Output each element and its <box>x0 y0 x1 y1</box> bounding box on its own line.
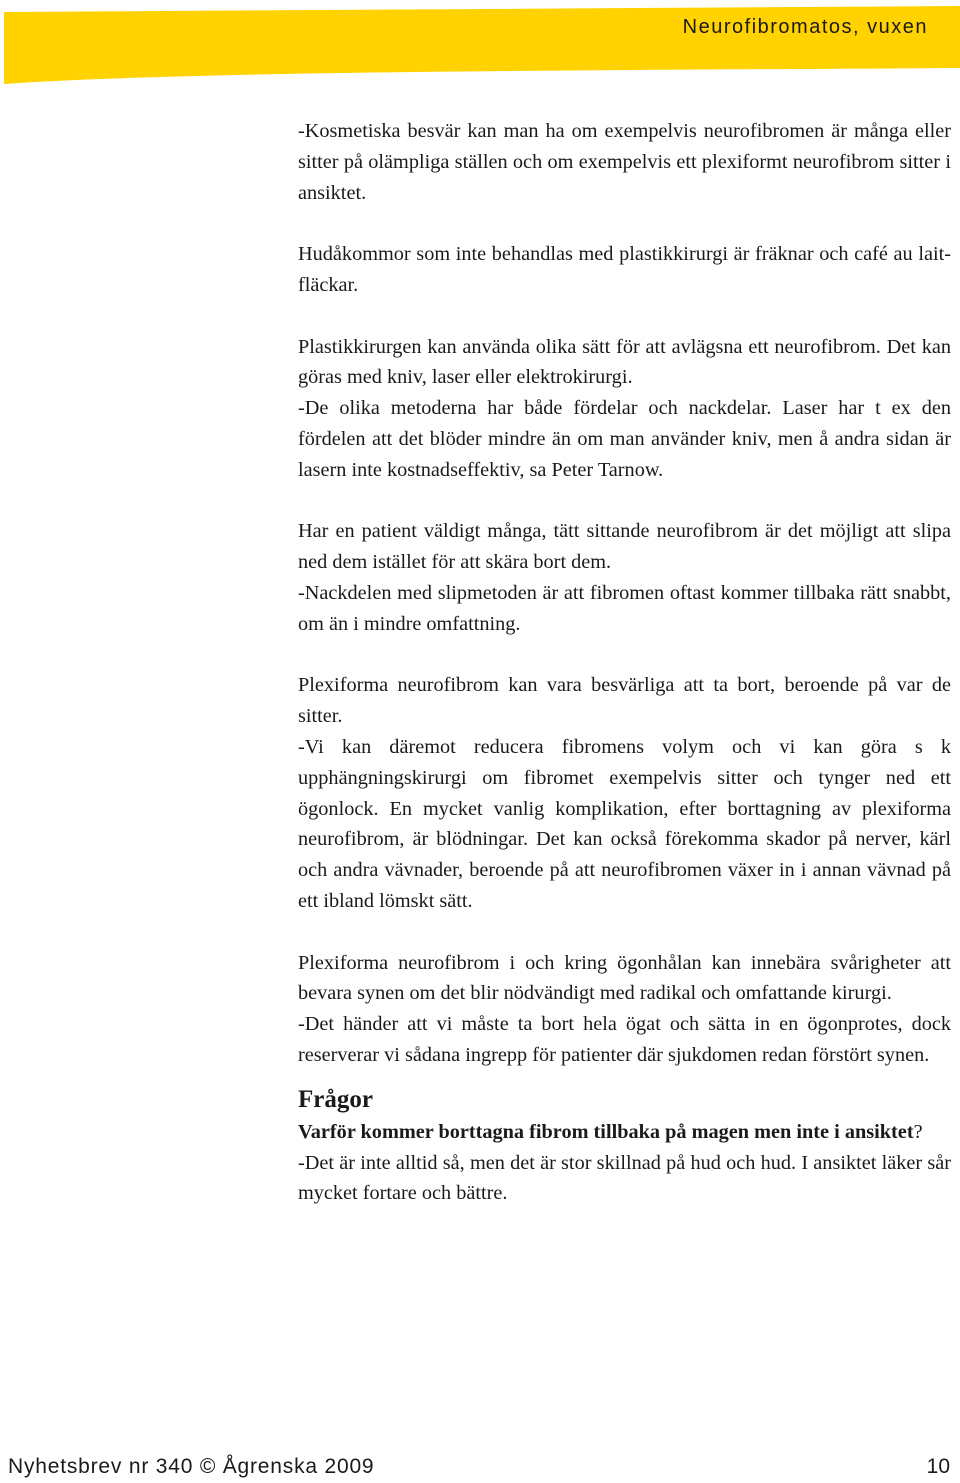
paragraph-grinding: Har en patient väldigt många, tätt sittande neurofibrom är det möjligt att slipa ned dem istället för att skära bort dem. <box>298 520 951 574</box>
paragraph-methods: Plastikkirurgen kan använda olika sätt för att avlägsna ett neurofibrom. Det kan göras med kniv, laser eller elektrokirurgi. <box>298 335 951 389</box>
answer-text: -Det är inte alltid så, men det är stor skillnad på hud och hud. I ansiktet läker sår mycket fortare och bättre. <box>298 1151 951 1205</box>
question-mark: ? <box>913 1120 923 1143</box>
paragraph-plexiform: Plexiforma neurofibrom kan vara besvärliga att ta bort, beroende på var de sitter. <box>298 674 951 728</box>
section-title-questions: Frågor <box>298 1085 373 1113</box>
question-item <box>298 1117 951 1148</box>
header-banner <box>0 0 960 90</box>
paragraph-grinding-drawback: -Nackdelen med slipmetoden är att fibromen oftast kommer tillbaka rätt snabbt, om än i mindre omfattning. <box>298 581 951 635</box>
running-title: Neurofibromatos, vuxen <box>682 16 928 38</box>
paragraph-orbit: Plexiforma neurofibrom i och kring ögonhålan kan innebära svårigheter att bevara synen om det blir nödvändigt med radikal och omfattande kirurgi. <box>298 951 951 1005</box>
banner-swoosh-shape <box>0 0 960 90</box>
paragraph-cosmetic: -Kosmetiska besvär kan man ha om exempelvis neurofibromen är många eller sitter på olämpliga ställen och om exempelvis ett plexiformt neurofibrom sitter i ansiktet. <box>298 120 951 204</box>
paragraph-eye-prosthesis: -Det händer att vi måste ta bort hela ögat och sätta in en ögonprotes, dock reserverar vi sådana ingrepp för patienter där sjukdomen redan förstört synen. <box>298 1013 951 1066</box>
paragraph-pros-cons: -De olika metoderna har både fördelar och nackdelar. Laser har t ex den fördelen att det blöder mindre än om man använder kniv, men å andra sidan är lasern inte kostnadseffektiv, sa Peter Tarnow. <box>298 397 951 481</box>
footer-publication: Nyhetsbrev nr 340 © Ågrenska 2009 <box>8 1455 375 1478</box>
question-text: Varför kommer borttagna fibrom tillbaka på magen men inte i ansiktet <box>298 1120 914 1143</box>
paragraph-skin-conditions: Hudåkommor som inte behandlas med plastikkirurgi är fräknar och café au lait-fläckar. <box>298 243 951 296</box>
paragraph-volume-reduction: -Vi kan däremot reducera fibromens volym och vi kan göra s k upphängningskirurgi om fibromet exempelvis sitter och tynger ned ett ögonlock. En mycket vanlig komplikation, efter borttagning av plexiforma neurofibrom, är blödningar. Det kan också förekomma skador på nerver, kärl och andra vävnader, beroende på att neurofibromen växer in i annan vävnad på ett ibland lömskt sätt. <box>298 735 951 912</box>
article-body <box>298 116 951 1209</box>
page-number: 10 <box>926 1455 950 1478</box>
